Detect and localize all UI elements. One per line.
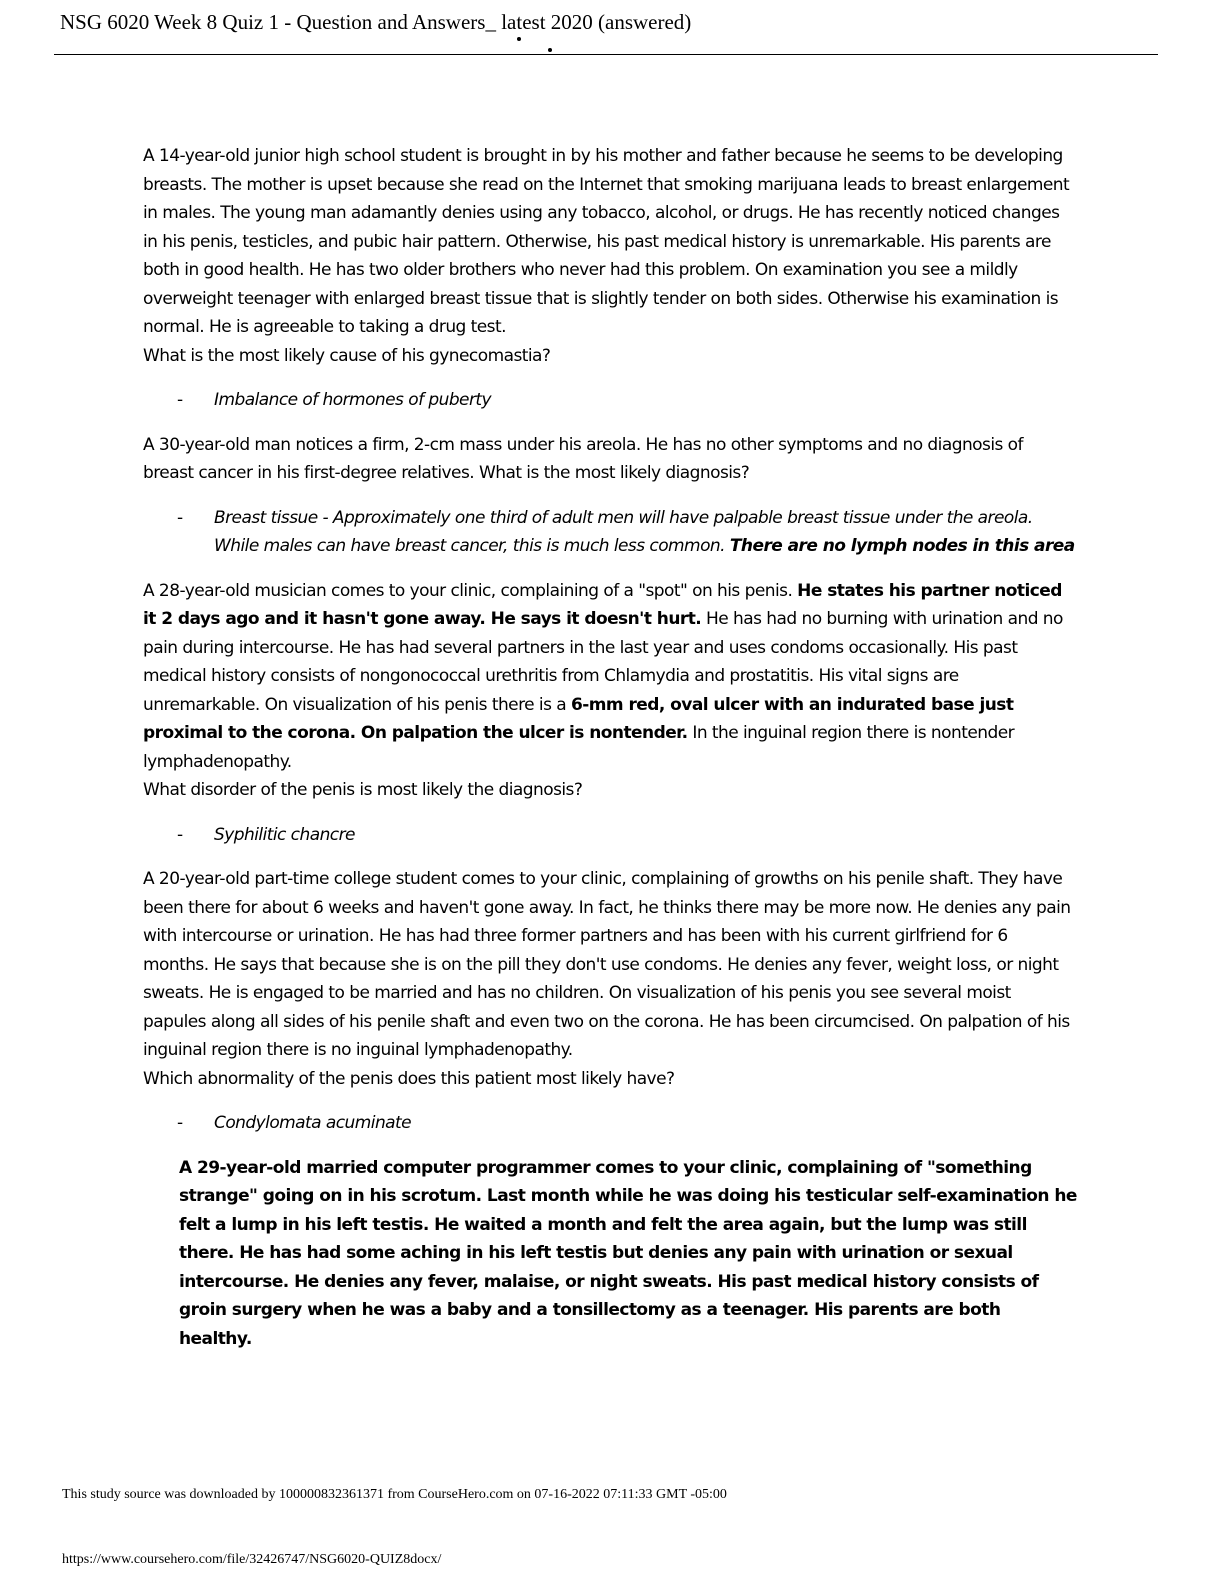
bullet-dash: - — [177, 507, 183, 528]
bullet-dash: - — [177, 390, 183, 410]
question-4-answer-text: Condylomata acuminate — [214, 1113, 412, 1133]
question-3-case — [143, 577, 1078, 777]
question-3 — [143, 577, 1078, 850]
case-text: In the inguinal region there is nontender lymphadenopathy. — [143, 723, 1015, 772]
question-1-prompt: What is the most likely cause of his gynecomastia? — [143, 345, 551, 366]
question-4-case: A 20-year-old part-time college student comes to your clinic, complaining of growths on his penile shaft. They have been there for about 6 weeks and haven't gone away. In fact, he thinks there may be more now. He denies any pain with intercourse or urination. He has had three former partners and has been with his current girlfriend for 6 months. He says that because she is on the pill they don't use condoms. He denies any fever, weight loss, or night sweats. He is engaged to be married and has no children. On visualization of his penis you see several moist papules along all sides of his penile shaft and even two on the corona. He has been circumcised. On palpation of his inguinal region there is no inguinal lymphadenopathy. — [143, 869, 1071, 1060]
header-rule — [54, 54, 1158, 55]
question-1-answer-text: Imbalance of hormones of puberty — [214, 390, 492, 410]
question-1-answer — [143, 386, 1078, 415]
question-2-answer-text: Breast tissue - Approximately one third of adult men will have palpable breast tissue under the areola. While males can have breast cancer, this is much less common. — [214, 507, 1033, 556]
question-2 — [143, 431, 1078, 561]
question-1-case: A 14-year-old junior high school student is brought in by his mother and father because he seems to be developing breasts. The mother is upset because she read on the Internet that smoking marijuana leads to breast enlargement in males. The young man adamantly denies using any tobacco, alcohol, or drugs. He has recently noticed changes in his penis, testicles, and pubic hair pattern. Otherwise, his past medical history is unremarkable. His parents are both in good health. He has two older brothers who never had this problem. On examination you see a mildly overweight teenager with enlarged breast tissue that is slightly tender on both sides. Otherwise his examination is normal. He is agreeable to taking a drug test. — [143, 146, 1070, 337]
question-2-case: A 30-year-old man notices a firm, 2-cm mass under his areola. He has no other symptoms and no diagnosis of breast cancer in his first-degree relatives. What is the most likely diagnosis? — [143, 434, 1023, 483]
case-emphasis: He states his partner noticed it 2 days ago and it hasn't gone away. He says it doesn't hurt. — [143, 580, 1062, 629]
question-4-prompt: Which abnormality of the penis does this patient most likely have? — [143, 1068, 675, 1089]
question-3-prompt: What disorder of the penis is most likely the diagnosis? — [143, 780, 583, 800]
source-url: https://www.coursehero.com/file/32426747/NSG6020-QUIZ8docx/ — [62, 1552, 442, 1567]
case-emphasis: 6-mm red, oval ulcer with an indurated base just proximal to the corona. On palpation the ulcer is nontender. — [143, 694, 1014, 743]
question-5 — [143, 1154, 1078, 1354]
header-dot-mark — [517, 37, 521, 41]
question-4-answer — [143, 1109, 1078, 1138]
page-title: NSG 6020 Week 8 Quiz 1 - Question and Answers_ latest 2020 (answered) — [60, 10, 692, 34]
question-1 — [143, 142, 1078, 415]
case-text: A 28-year-old musician comes to your clinic, complaining of a "spot" on his penis. — [143, 580, 798, 601]
question-3-answer — [143, 821, 1078, 850]
bullet-dash: - — [177, 1113, 183, 1133]
bullet-dash: - — [177, 824, 183, 845]
question-4 — [143, 865, 1078, 1138]
header-dot-mark — [548, 48, 552, 52]
download-source-notice: This study source was downloaded by 100000832361371 from CourseHero.com on 07-16-2022 07:11:33 GMT -05:00 — [62, 1487, 727, 1502]
case-text: He has had no burning with urination and no pain during intercourse. He has had several partners in the last year and uses condoms occasionally. His past medical history consists of nongonococcal urethritis from Chlamydia and prostatitis. His vital signs are unremarkable. On visualization of his penis there is a — [143, 609, 1063, 715]
quiz-body — [143, 142, 1078, 1353]
question-3-answer-text: Syphilitic chancre — [214, 824, 355, 845]
question-5-case: A 29-year-old married computer programmer comes to your clinic, complaining of "something strange" going on in his scrotum. Last month while he was doing his testicular self-examination he felt a lump in his left testis. He waited a month and felt the area again, but the lump was still there. He has had some aching in his left testis but denies any pain with urination or sexual intercourse. He denies any fever, malaise, or night sweats. His past medical history consists of groin surgery when he was a baby and a tonsillectomy as a teenager. His parents are both healthy. — [179, 1157, 1077, 1349]
question-2-answer-emphasis: There are no lymph nodes in this area — [729, 536, 1075, 556]
question-2-answer — [143, 504, 1078, 561]
